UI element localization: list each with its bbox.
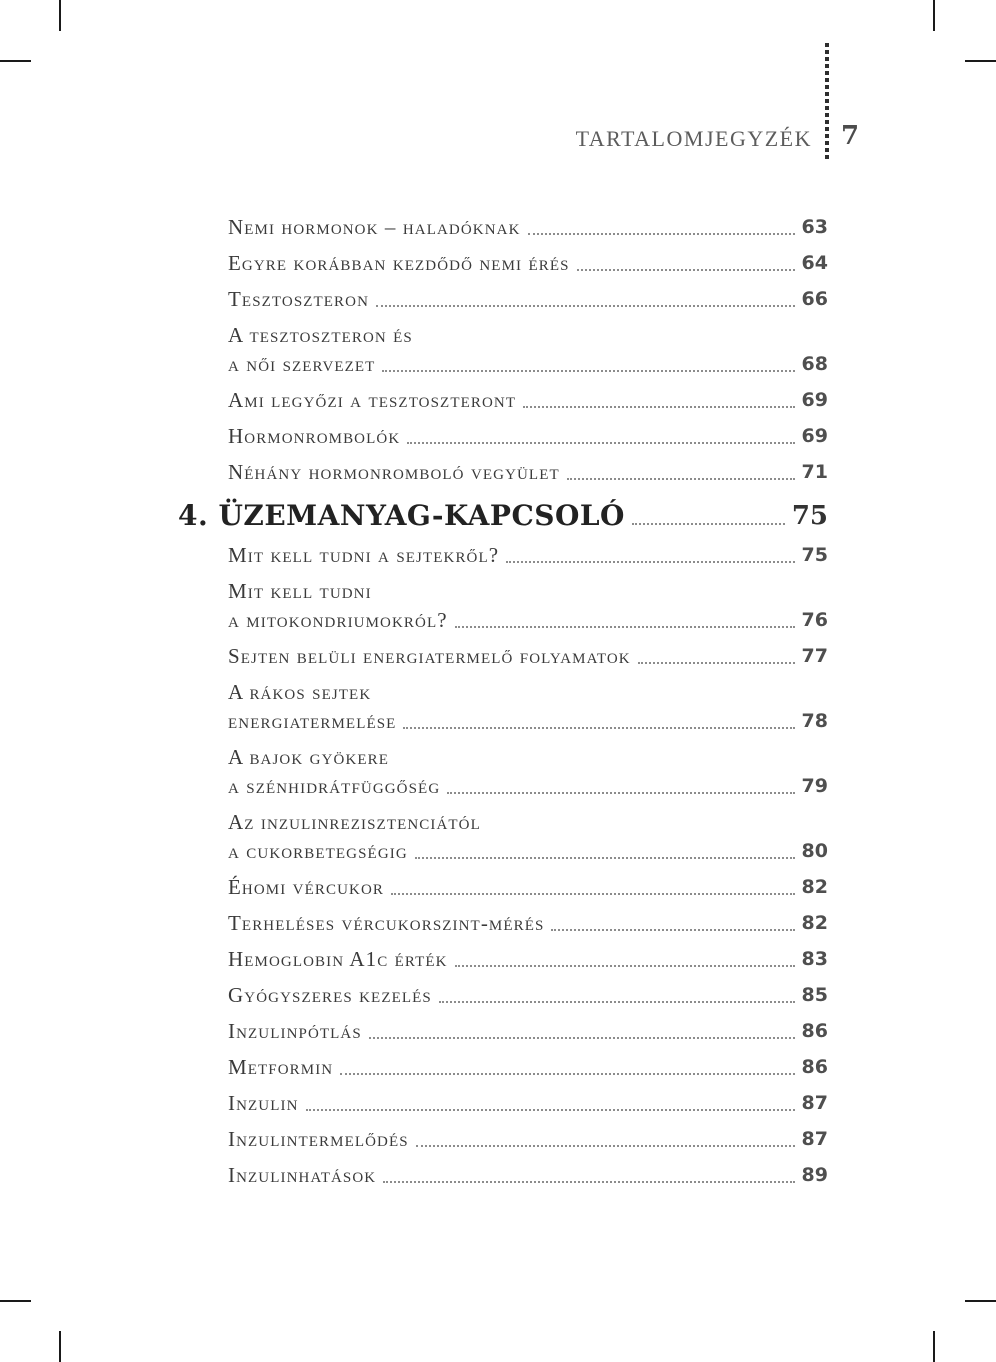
toc-chapter-row: [178, 498, 828, 534]
toc-entry-line: [228, 213, 828, 242]
toc-entry-title: energiatermelése: [228, 709, 397, 733]
dot-leader: [632, 523, 785, 525]
toc-entry-line: [228, 577, 828, 606]
toc-entry-title: Nemi hormonok – haladóknak: [228, 215, 521, 239]
dot-leader: [403, 727, 794, 729]
toc-entry-line: [228, 945, 828, 974]
toc-item-row: [178, 981, 828, 1010]
toc-page-number: 82: [801, 876, 828, 898]
toc-entry-line: [228, 837, 828, 866]
toc-entry-line: [228, 808, 828, 837]
crop-mark-bottom-left-horizontal: [0, 1300, 31, 1302]
toc-entry-line: [228, 678, 828, 707]
toc-entry-line: [228, 541, 828, 570]
toc-entry-line: [228, 1053, 828, 1082]
toc-page-number: 77: [801, 645, 828, 667]
toc-entry-line: [228, 285, 828, 314]
dot-leader: [551, 929, 794, 931]
running-header-title: TARTALOMJEGYZÉK: [575, 126, 812, 151]
dot-leader: [391, 893, 795, 895]
running-header-page-number: 7: [841, 121, 860, 151]
toc-item-row: [178, 285, 828, 314]
toc-entry-title: a cukorbetegségig: [228, 839, 408, 863]
toc-entry-line: [228, 981, 828, 1010]
toc-page-number: 71: [801, 461, 828, 483]
toc-entry-title: Hormonrombolók: [228, 424, 401, 448]
toc-item-row: [178, 1161, 828, 1190]
dot-leader: [407, 442, 794, 444]
toc-entry-title: Gyógyszeres kezelés: [228, 983, 432, 1007]
toc-entry-title: Metformin: [228, 1055, 334, 1079]
toc-entry-title: A rákos sejtek: [228, 680, 372, 704]
dot-leader: [447, 792, 794, 794]
dot-leader: [455, 965, 795, 967]
toc-entry-line: [228, 249, 828, 278]
crop-mark-top-right-vertical: [933, 0, 935, 31]
toc-entry-line: [228, 321, 828, 350]
toc-page-number: 66: [801, 288, 828, 310]
toc-page-number: 76: [801, 609, 828, 631]
toc-entry-title: Mit kell tudni: [228, 579, 372, 603]
dot-leader: [577, 269, 795, 271]
toc-entry-title: Inzulinhatások: [228, 1163, 377, 1187]
toc-entry-line: [228, 1017, 828, 1046]
crop-mark-top-left-vertical: [59, 0, 61, 31]
toc-entry-line: [228, 458, 828, 487]
dot-leader: [340, 1073, 794, 1075]
toc-entry-title: 4. ÜZEMANYAG-KAPCSOLÓ: [178, 499, 625, 532]
toc-entry-title: Mit kell tudni a sejtekről?: [228, 543, 500, 567]
toc-entry-line: [228, 1125, 828, 1154]
toc-entry-line: [228, 873, 828, 902]
toc-entry-title: A tesztoszteron és: [228, 323, 413, 347]
toc-entry-title: Az inzulinrezisztenciától: [228, 810, 481, 834]
toc-page-number: 83: [801, 948, 828, 970]
crop-mark-top-left-horizontal: [0, 60, 31, 62]
toc-entry-title: Inzulinpótlás: [228, 1019, 362, 1043]
toc-entry-line: [228, 707, 828, 736]
toc-item-row: [178, 1089, 828, 1118]
toc-page-number: 63: [801, 216, 828, 238]
toc-entry-title: Inzulin: [228, 1091, 299, 1115]
toc-item-row: [178, 808, 828, 866]
toc-page-number: 79: [801, 775, 828, 797]
toc-entry-title: Sejten belüli energiatermelő folyamatok: [228, 644, 631, 668]
toc-entry-title: Inzulintermelődés: [228, 1127, 409, 1151]
toc-page-number: 80: [801, 840, 828, 862]
toc-page-number: 69: [801, 389, 828, 411]
dot-leader: [455, 626, 795, 628]
toc-list: [178, 213, 828, 1197]
toc-entry-line: [228, 909, 828, 938]
toc-entry-title: Egyre korábban kezdődő nemi érés: [228, 251, 570, 275]
dot-leader: [383, 1181, 794, 1183]
toc-item-row: [178, 541, 828, 570]
toc-entry-line: [228, 386, 828, 415]
crop-mark-bottom-right-vertical: [933, 1331, 935, 1362]
toc-item-row: [178, 743, 828, 801]
toc-entry-title: Ami legyőzi a tesztoszteront: [228, 388, 517, 412]
toc-item-row: [178, 321, 828, 379]
toc-entry-line: [228, 606, 828, 635]
toc-item-row: [178, 1053, 828, 1082]
toc-page-number: 64: [801, 252, 828, 274]
toc-entry-title: Hemoglobin A1c érték: [228, 947, 448, 971]
toc-page-number: 87: [801, 1128, 828, 1150]
crop-mark-bottom-left-vertical: [59, 1331, 61, 1362]
dot-leader: [369, 1037, 795, 1039]
dot-leader: [638, 662, 795, 664]
toc-item-row: [178, 642, 828, 671]
toc-entry-line: [228, 772, 828, 801]
dot-leader: [567, 478, 795, 480]
toc-item-row: [178, 678, 828, 736]
toc-page-number: 75: [801, 544, 828, 566]
dot-leader: [439, 1001, 795, 1003]
dot-leader: [523, 406, 794, 408]
toc-item-row: [178, 386, 828, 415]
toc-item-row: [178, 1017, 828, 1046]
toc-entry-line: [228, 1089, 828, 1118]
toc-entry-title: a szénhidrátfüggőség: [228, 774, 441, 798]
toc-item-row: [178, 249, 828, 278]
toc-entry-title: Tesztoszteron: [228, 287, 370, 311]
dot-leader: [376, 305, 795, 307]
toc-entry-line: [228, 743, 828, 772]
toc-entry-line: [228, 1161, 828, 1190]
toc-entry-line: [228, 642, 828, 671]
toc-item-row: [178, 945, 828, 974]
toc-entry-title: Terheléses vércukorszint-mérés: [228, 911, 545, 935]
toc-entry-line: [178, 498, 828, 534]
toc-entry-title: a női szervezet: [228, 352, 376, 376]
toc-page-number: 85: [801, 984, 828, 1006]
dot-leader: [528, 233, 795, 235]
toc-page-number: 86: [801, 1020, 828, 1042]
crop-mark-bottom-right-horizontal: [965, 1300, 996, 1302]
toc-item-row: [178, 577, 828, 635]
dot-leader: [382, 370, 794, 372]
dot-leader: [415, 857, 795, 859]
toc-page-number: 68: [801, 353, 828, 375]
toc-page-number: 86: [801, 1056, 828, 1078]
toc-entry-title: Néhány hormonromboló vegyület: [228, 460, 560, 484]
toc-entry-line: [228, 350, 828, 379]
toc-item-row: [178, 213, 828, 242]
toc-entry-title: A bajok gyökere: [228, 745, 390, 769]
toc-page-number: 82: [801, 912, 828, 934]
toc-entry-title: Éhomi vércukor: [228, 875, 384, 899]
toc-page-number: 75: [791, 501, 828, 531]
toc-item-row: [178, 422, 828, 451]
toc-page-number: 78: [801, 710, 828, 732]
toc-item-row: [178, 873, 828, 902]
dot-leader: [506, 561, 794, 563]
toc-page-number: 87: [801, 1092, 828, 1114]
dot-leader: [306, 1109, 795, 1111]
toc-item-row: [178, 909, 828, 938]
header-dashed-divider: [825, 43, 829, 162]
toc-page-number: 69: [801, 425, 828, 447]
dot-leader: [416, 1145, 795, 1147]
toc-item-row: [178, 1125, 828, 1154]
toc-page-number: 89: [801, 1164, 828, 1186]
toc-entry-line: [228, 422, 828, 451]
toc-item-row: [178, 458, 828, 487]
crop-mark-top-right-horizontal: [965, 60, 996, 62]
toc-entry-title: a mitokondriumokról?: [228, 608, 448, 632]
